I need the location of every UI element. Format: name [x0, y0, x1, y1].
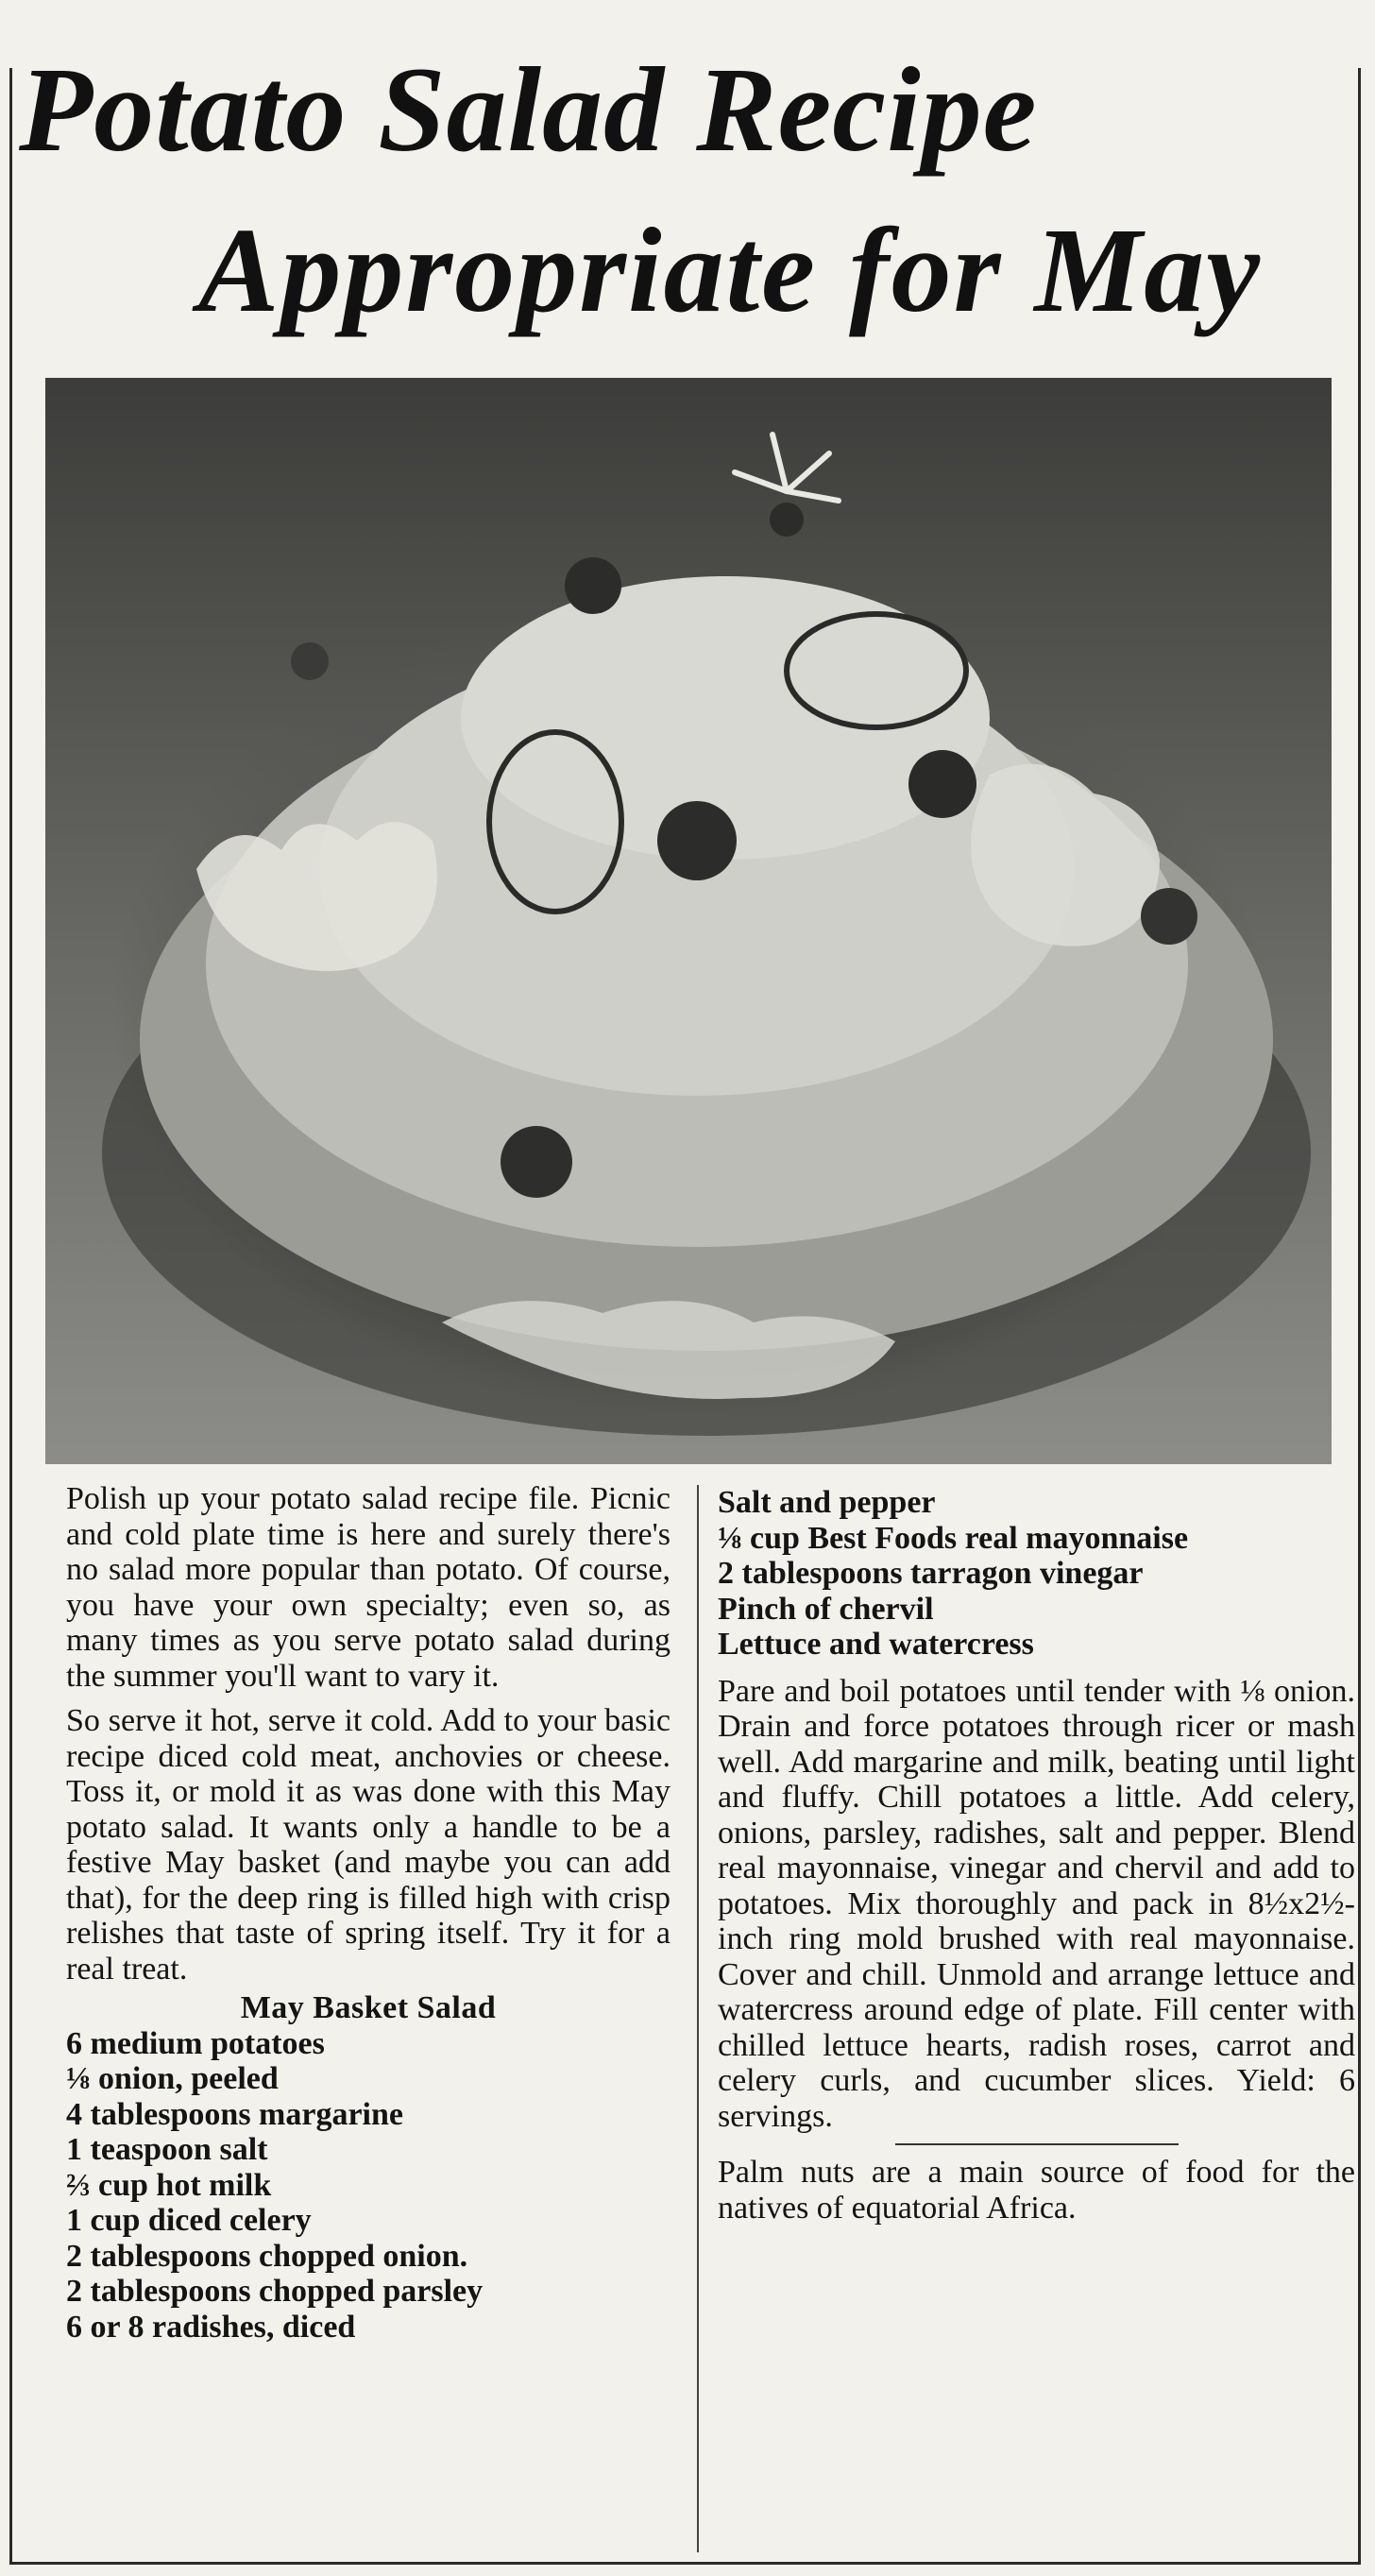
- column-divider: [697, 1485, 699, 2552]
- ingredient-item: Salt and pepper: [718, 1485, 936, 1520]
- ingredient-item: 2 tablespoons chopped parsley: [66, 2274, 484, 2309]
- bottom-border-rule: [9, 2562, 1361, 2565]
- ingredient-item: 2 tablespoons chopped onion.: [66, 2238, 468, 2274]
- right-column: [718, 1485, 1355, 2226]
- recipe-title: May Basket Salad: [240, 1990, 497, 2025]
- left-border-rule: [9, 68, 12, 2562]
- ingredient-item: ⅛ onion, peeled: [66, 2061, 279, 2096]
- headline-line-2: Appropriate for May: [198, 203, 1262, 337]
- filler-note: Palm nuts are a main source of food for the natives of equatorial Africa.: [718, 2155, 1355, 2226]
- headline: [19, 38, 1360, 359]
- left-column: [66, 1481, 671, 2345]
- intro-paragraph-1: Polish up your potato salad recipe file. Picnic and cold plate time is here and surely there's no salad more popular than potato. Of course, you have your own specialty; even so, as many times as you serve potato salad during the summer you'll want to vary it.: [66, 1481, 671, 1694]
- intro-paragraph-2: So serve it hot, serve it cold. Add to your basic recipe diced cold meat, anchovies or cheese. Toss it, or mold it as was done with this May potato salad. It wants only a handle to be a festive May basket (and maybe you can add that), for the deep ring is filled high with crisp relishes that taste of spring itself. Try it for a real treat.: [66, 1703, 671, 1987]
- ingredient-item: 1 teaspoon salt: [66, 2132, 268, 2167]
- ingredient-item: ⅛ cup Best Foods real mayonnaise: [718, 1520, 1189, 1556]
- ingredient-item: 6 or 8 radishes, diced: [66, 2309, 356, 2345]
- section-rule: [895, 2143, 1179, 2145]
- ingredient-item: ⅔ cup hot milk: [66, 2167, 272, 2203]
- method-paragraph: Pare and boil potatoes until tender with ⅛ onion. Drain and force potatoes through ricer or mash well. Add margarine and milk, beating until light and fluffy. Chill potatoes a little. Add celery, onions, parsley, radishes, salt and pepper. Blend real mayonnaise, vinegar and chervil and add to potatoes. Mix thoroughly and pack in 8½x2½-inch ring mold brushed with real mayonnaise. Cover and chill. Unmold and arrange lettuce and watercress around edge of plate. Fill center with chilled lettuce hearts, radish roses, carrot and celery curls, and cucumber slices. Yield: 6 servings.: [718, 1673, 1355, 2134]
- potato-salad-photo: [45, 378, 1332, 1464]
- right-border-rule: [1358, 68, 1361, 2562]
- ingredient-item: Lettuce and watercress: [718, 1627, 1034, 1662]
- potato-salad-illustration: [45, 378, 1332, 1464]
- headline-line-1: Potato Salad Recipe: [19, 43, 1038, 177]
- ingredient-item: 1 cup diced celery: [66, 2203, 312, 2238]
- ingredient-item: 2 tablespoons tarragon vinegar: [718, 1556, 1144, 1591]
- ingredient-item: Pinch of chervil: [718, 1591, 934, 1627]
- ingredient-item: 4 tablespoons margarine: [66, 2096, 403, 2132]
- ingredient-item: 6 medium potatoes: [66, 2025, 325, 2061]
